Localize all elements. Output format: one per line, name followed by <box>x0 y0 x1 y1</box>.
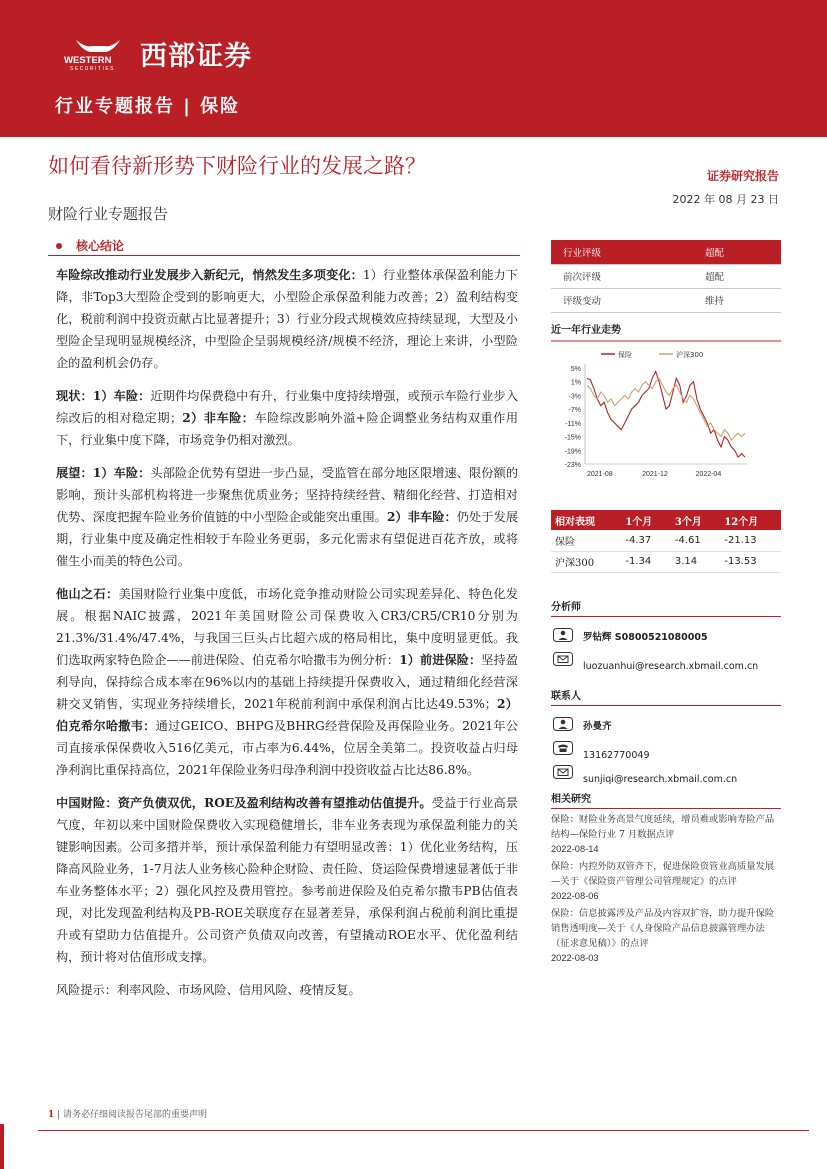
legend-label: 保险 <box>618 351 632 359</box>
performance-value: -1.34 <box>621 551 671 572</box>
y-tick-label: -3% <box>568 393 581 401</box>
paragraph-lead: 中国财险：资产负债双优，ROE及盈利结构改善有望推动估值提升。 <box>56 796 432 810</box>
performance-name: 保险 <box>551 530 621 551</box>
related-date: 2022-08-06 <box>551 891 599 901</box>
chart-legend <box>601 350 703 359</box>
table-row <box>551 551 781 572</box>
logo-sub: SECURITIES <box>70 66 116 72</box>
logo-text: WESTERN <box>64 55 112 66</box>
performance-name: 沪深300 <box>551 551 621 572</box>
related-date: 2022-08-14 <box>551 844 599 854</box>
report-label: 证券研究报告 <box>706 169 779 183</box>
contact-name: 孙曼齐 <box>583 721 612 732</box>
bullet-dot-icon <box>56 243 62 249</box>
rating-table <box>551 240 781 313</box>
performance-table <box>551 510 781 573</box>
trend-chart <box>551 340 781 488</box>
x-axis <box>587 471 721 478</box>
contact-heading: 联系人 <box>551 687 781 706</box>
analyst-email[interactable]: luozuanhui@research.xbmail.com.cn <box>583 661 759 672</box>
paragraph-lead: 2）非车险： <box>386 510 457 524</box>
y-tick-label: -11% <box>565 420 581 428</box>
paragraph-lead: 2）非车险： <box>182 411 255 425</box>
paragraph-4 <box>56 583 518 781</box>
risk-warning <box>56 979 518 1001</box>
paragraph-text: 仍处于发展期，行业集中度及确定性相较于车险业务更弱，多元化需求有望促进百花齐放，或将催生小而美的特色公司。 <box>56 510 519 568</box>
analyst-heading: 分析师 <box>551 598 781 617</box>
rating-row <box>551 240 781 264</box>
paragraph-2 <box>56 385 518 451</box>
rating-key: 行业评级 <box>551 240 693 264</box>
rating-row <box>551 288 781 312</box>
table-row <box>551 530 781 551</box>
performance-value: -4.37 <box>621 530 671 551</box>
paragraph-5 <box>56 792 518 968</box>
trend-title: 近一年行业走势 <box>551 324 621 336</box>
analyst-name: 罗钻辉 S0800521080005 <box>583 632 708 643</box>
list-item[interactable] <box>551 906 781 966</box>
report-type: 行业专题报告 | 保险 <box>55 96 241 117</box>
phone-icon <box>553 741 573 755</box>
report-date: 2022 年 08 月 23 日 <box>672 193 779 206</box>
analyst-name-row <box>551 623 781 647</box>
chart-lines <box>587 371 745 457</box>
footer-disclaimer: 请务必仔细阅读报告尾部的重要声明 <box>63 1110 208 1120</box>
y-tick-label: -15% <box>564 434 581 442</box>
x-tick-label: 2022-04 <box>695 471 722 478</box>
analyst-email-row <box>551 647 781 671</box>
performance-header: 相对表现 <box>551 510 621 530</box>
contact-name-row <box>551 712 781 736</box>
person-icon <box>553 717 573 731</box>
rating-key: 评级变动 <box>551 288 693 312</box>
paragraph-lead: 现状：1）车险： <box>56 389 151 403</box>
footer-accent-bar <box>0 1124 4 1169</box>
paragraph-text: 美国财险行业集中度低，市场化竞争推动财险公司实现差异化、特色化发展。根据NAIC披露，2021年美国财险公司保费收入CR3/CR5/CR10分别为21.3%/31.4%/47.4%，与我国三巨头占比超六成的格局相比，集中度明显更低。我们选取两家特色险企——前进保险、伯克希尔哈撒韦为例分析： <box>56 587 519 667</box>
performance-header-row <box>551 510 781 530</box>
person-icon <box>553 628 573 642</box>
paragraph-text: 头部险企优势有望进一步凸显，受监管在部分地区限增速、限份额的影响，预计头部机构将进一步聚焦优质业务；坚持持续经营、精细化经营、打造相对优势、深度把握车险业务价值链的中小型险企或能突出重围。 <box>56 466 519 524</box>
rating-key: 前次评级 <box>551 264 693 288</box>
performance-value: -4.61 <box>671 530 721 551</box>
related-date: 2022-08-03 <box>551 953 599 963</box>
paragraph-lead: 1）前进保险： <box>399 653 482 667</box>
series-line-1 <box>587 371 745 457</box>
contact-phone: 13162770049 <box>583 750 650 761</box>
performance-header: 3个月 <box>671 510 721 530</box>
related-title: 保险：信息披露涉及产品及内容双扩容，助力提升保险销售透明度—关于《人身保险产品信息披露管理办法（征求意见稿）》的点评 <box>551 908 775 949</box>
rating-panel <box>551 240 781 339</box>
y-axis <box>565 364 747 469</box>
y-tick-label: -23% <box>564 462 581 469</box>
rating-row <box>551 264 781 288</box>
related-title: 保险：内控外防双管齐下，促进保险资管业高质量发展—关于《保险资产管理公司管理规定》的点评 <box>551 861 775 887</box>
related-title: 保险：财险业务高景气度延续，增员难或影响寿险产品结构—保险行业 7 月数据点评 <box>551 814 775 840</box>
page-number: 1 <box>48 1110 55 1120</box>
y-tick-label: 5% <box>570 366 581 373</box>
email-icon <box>553 652 573 666</box>
core-section-header <box>48 236 520 256</box>
performance-header: 12个月 <box>720 510 781 530</box>
brand-name: 西部证券 <box>140 41 252 72</box>
paragraph-text: 1）行业整体承保盈利能力下降，非Top3大型险企受到的影响更大，小型险企承保盈利能力改善；2）盈利结构变化，税前利润中投资贡献占比显著提升；3）行业分段式规模效应持续显现，大型及小型险企呈现明显规模经济，中型险企呈弱规模经济/规模不经济，理论上来讲，小型险企的盈利机会仍存。 <box>56 268 518 370</box>
core-body <box>56 264 518 1012</box>
core-title: 核心结论 <box>76 239 125 253</box>
rating-value: 超配 <box>693 240 781 264</box>
related-heading: 相关研究 <box>551 790 781 809</box>
rating-value: 维持 <box>693 288 781 312</box>
page-subtitle: 财险行业专题报告 <box>48 205 169 223</box>
list-item[interactable] <box>551 812 781 857</box>
paragraph-text: 坚持盈利导向，保持综合成本率在96%以内的基础上持续提升保费收入，通过精细化经营深耕交叉销售，实现业务持续增长，2021年税前利润中承保利润占比达49.53%； <box>56 653 519 711</box>
y-tick-label: 1% <box>570 379 581 387</box>
y-tick-label: -7% <box>568 407 581 415</box>
paragraph-lead: 车险综改推动行业发展步入新纪元，悄然发生多项变化： <box>56 268 363 282</box>
paragraph-lead: 他山之石： <box>56 587 119 601</box>
footer-divider <box>38 1130 809 1131</box>
contact-email-row <box>551 760 781 784</box>
paragraph-text: 车险综改影响外溢+险企调整业务结构双重作用下，行业集中度下降，市场竞争仍相对激烈。 <box>56 411 519 447</box>
paragraph-text: 风险提示：利率风险、市场风险、信用风险、疫情反复。 <box>56 983 361 997</box>
paragraph-1 <box>56 264 518 374</box>
performance-value: -21.13 <box>720 530 781 551</box>
performance-value: 3.14 <box>671 551 721 572</box>
paragraph-lead: 2）伯克希尔哈撒韦： <box>56 697 518 733</box>
page-title: 如何看待新形势下财险行业的发展之路？ <box>48 154 426 178</box>
paragraph-text: 近期件均保费稳中有升，行业集中度持续增强，或预示车险行业步入综改后的相对稳定期； <box>56 389 519 425</box>
rating-value: 超配 <box>693 264 781 288</box>
x-tick-label: 2021-12 <box>642 471 668 478</box>
x-tick-label: 2021-08 <box>587 471 613 478</box>
performance-value: -13.53 <box>720 551 781 572</box>
contact-phone-row <box>551 736 781 760</box>
y-tick-label: -19% <box>564 448 581 456</box>
footer-separator: | <box>57 1110 64 1120</box>
paragraph-3 <box>56 462 518 572</box>
related-list <box>551 812 781 966</box>
performance-header: 1个月 <box>621 510 671 530</box>
analyst-section <box>551 598 781 784</box>
contact-email[interactable]: sunjiqi@research.xbmail.com.cn <box>583 774 738 785</box>
email-icon <box>553 765 573 779</box>
paragraph-text: 通过GEICO、BHPG及BHRG经营保险及再保险业务。2021年公司直接承保保费收入516亿美元，市占率为6.44%，位居全美第二。投资收益占归母净利润比重保持高位，2021年保险业务归母净利润中投资收益占比达86.8%。 <box>56 719 519 777</box>
bull-logo-icon <box>62 36 134 72</box>
paragraph-lead: 展望：1）车险： <box>56 466 151 480</box>
footer <box>48 1107 207 1120</box>
related-research <box>551 790 781 968</box>
list-item[interactable] <box>551 859 781 904</box>
paragraph-text: 受益于行业高景气度，年初以来中国财险保费收入实现稳健增长，非车业务表现为承保盈利能力的关键影响因素。公司多措并举，预计承保盈利能力有望明显改善：1）优化业务结构，压降高风险业务，1-7月法人业务核心险种企财险、责任险、贷运险保费增速显著低于非车业务整体水平；2）强化风控及费用管控。参考前进保险及伯克希尔撒韦PB估值表现，对比发现盈利结构及PB-ROE关联度存在显著差异，承保利润占税前利润比重提升或有望助力估值提升。公司资产负债双向改善，有望撬动ROE水平、优化盈利结构，预计将对估值形成支撑。 <box>56 796 519 964</box>
legend-label: 沪深300 <box>676 351 704 359</box>
